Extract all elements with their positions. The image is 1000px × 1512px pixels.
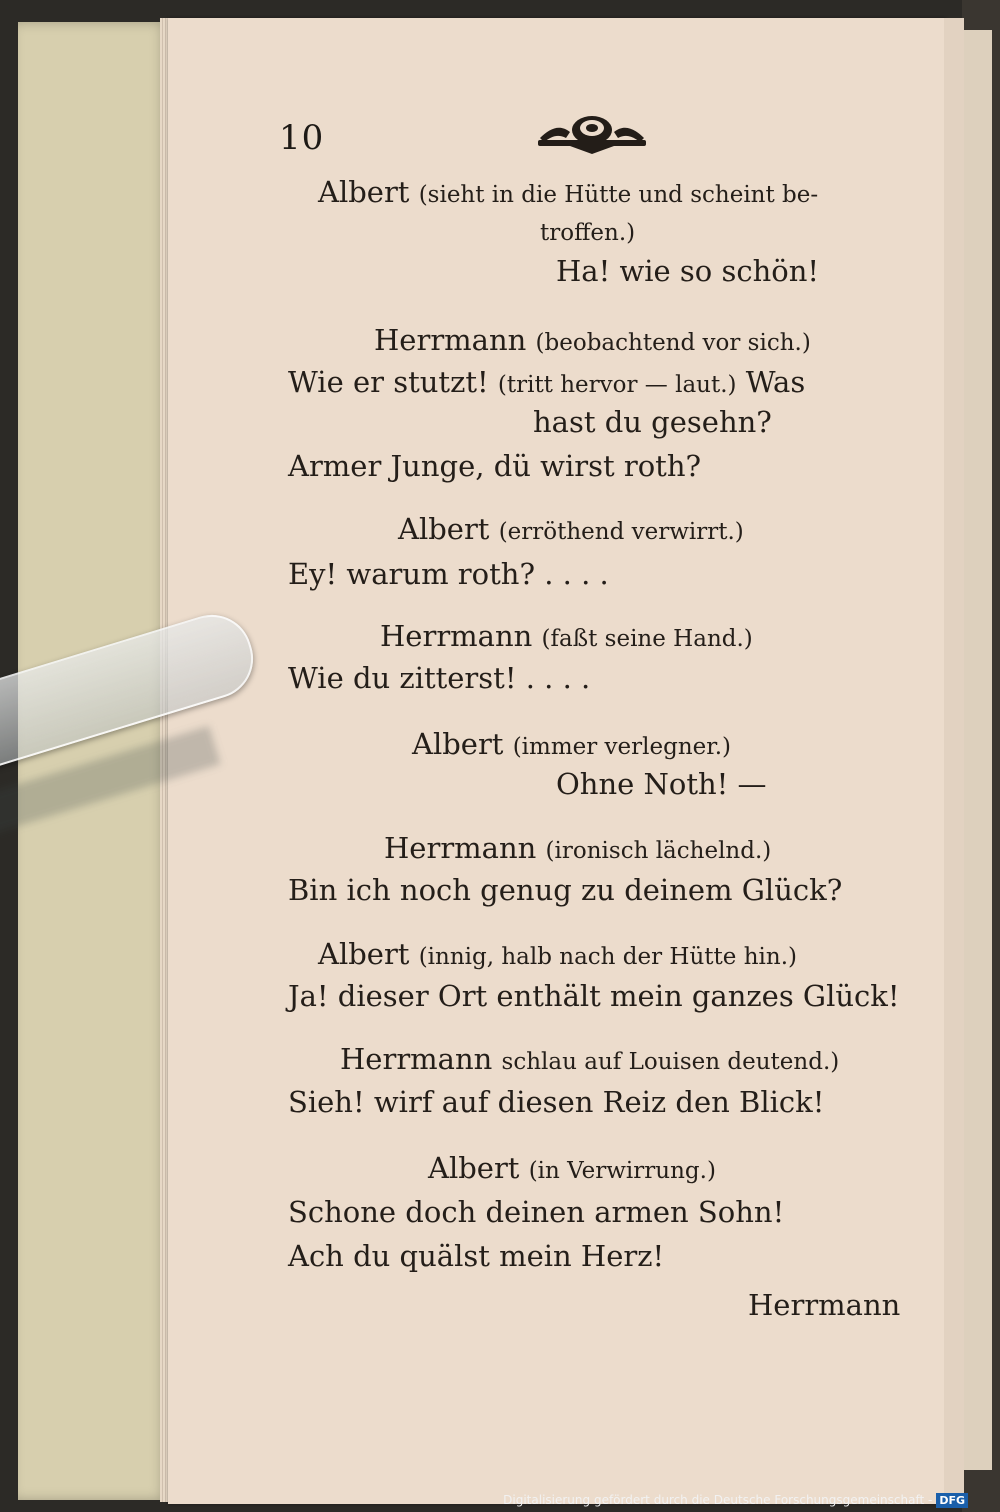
printer-ornament-icon (530, 108, 654, 156)
line-21: Schone doch deinen armen Sohn! (288, 1195, 785, 1229)
digitization-credit (503, 1490, 968, 1510)
facing-page-edge (962, 30, 992, 1470)
line-2: troffen.) (540, 220, 636, 246)
line-15: Bin ich noch genug zu deinem Glück? (288, 873, 843, 907)
line-16-speaker (318, 937, 797, 971)
line-6: hast du gesehn? (533, 405, 772, 439)
stage-direction: (beobachtend vor sich.) (535, 330, 811, 356)
page-gutter-shadow (944, 18, 964, 1504)
stage-direction: (ironisch lächelnd.) (545, 838, 772, 864)
stage-direction: (immer verlegner.) (512, 734, 732, 760)
line-7: Armer Junge, dü wirst roth? (288, 449, 702, 483)
page-number: 10 (279, 118, 325, 158)
line-12-speaker (412, 727, 732, 761)
line-1-speaker (318, 175, 819, 209)
stage-direction: (sieht in die Hütte und scheint be- (418, 182, 819, 208)
line-3: Ha! wie so schön! (556, 254, 820, 288)
verse-tail: Was (745, 365, 806, 399)
speaker-name: Albert (412, 727, 504, 761)
speaker-name: Albert (318, 937, 410, 971)
speaker-name: Albert (318, 175, 410, 209)
stage-direction: (innig, halb nach der Hütte hin.) (418, 944, 797, 970)
stage-direction: (tritt hervor — laut.) (497, 372, 737, 398)
line-10-speaker (380, 619, 753, 653)
line-22: Ach du quälst mein Herz! (288, 1239, 665, 1273)
line-14-speaker (384, 831, 772, 865)
stage-direction: (erröthend verwirrt.) (498, 519, 744, 545)
line-4-speaker (374, 323, 811, 357)
line-8-speaker (398, 512, 744, 546)
line-18-speaker (340, 1042, 840, 1076)
line-17: Ja! dieser Ort enthält mein ganzes Glück! (288, 979, 900, 1013)
speaker-name: Herrmann (340, 1042, 493, 1076)
line-20-speaker (428, 1151, 716, 1185)
catchword: Herrmann (748, 1288, 901, 1322)
speaker-name: Albert (428, 1151, 520, 1185)
line-5 (288, 365, 806, 399)
speaker-name: Herrmann (380, 619, 533, 653)
line-9: Ey! warum roth? . . . . (288, 557, 609, 591)
dfg-logo-icon: DFG (936, 1493, 968, 1508)
speaker-name: Herrmann (374, 323, 527, 357)
stage-direction: (in Verwirrung.) (528, 1158, 716, 1184)
line-11: Wie du zitterst! . . . . (288, 661, 591, 695)
speaker-name: Herrmann (384, 831, 537, 865)
line-19: Sieh! wirf auf diesen Reiz den Blick! (288, 1085, 825, 1119)
verse-text: Wie er stutzt! (288, 365, 489, 399)
credit-text: Digitalisierung gefördert durch die Deutsche Forschungsgemeinschaft - (503, 1493, 933, 1507)
stage-direction: (faßt seine Hand.) (541, 626, 753, 652)
speaker-name: Albert (398, 512, 490, 546)
stage-direction: schlau auf Louisen deutend.) (501, 1049, 840, 1075)
line-13: Ohne Noth! — (556, 767, 767, 801)
